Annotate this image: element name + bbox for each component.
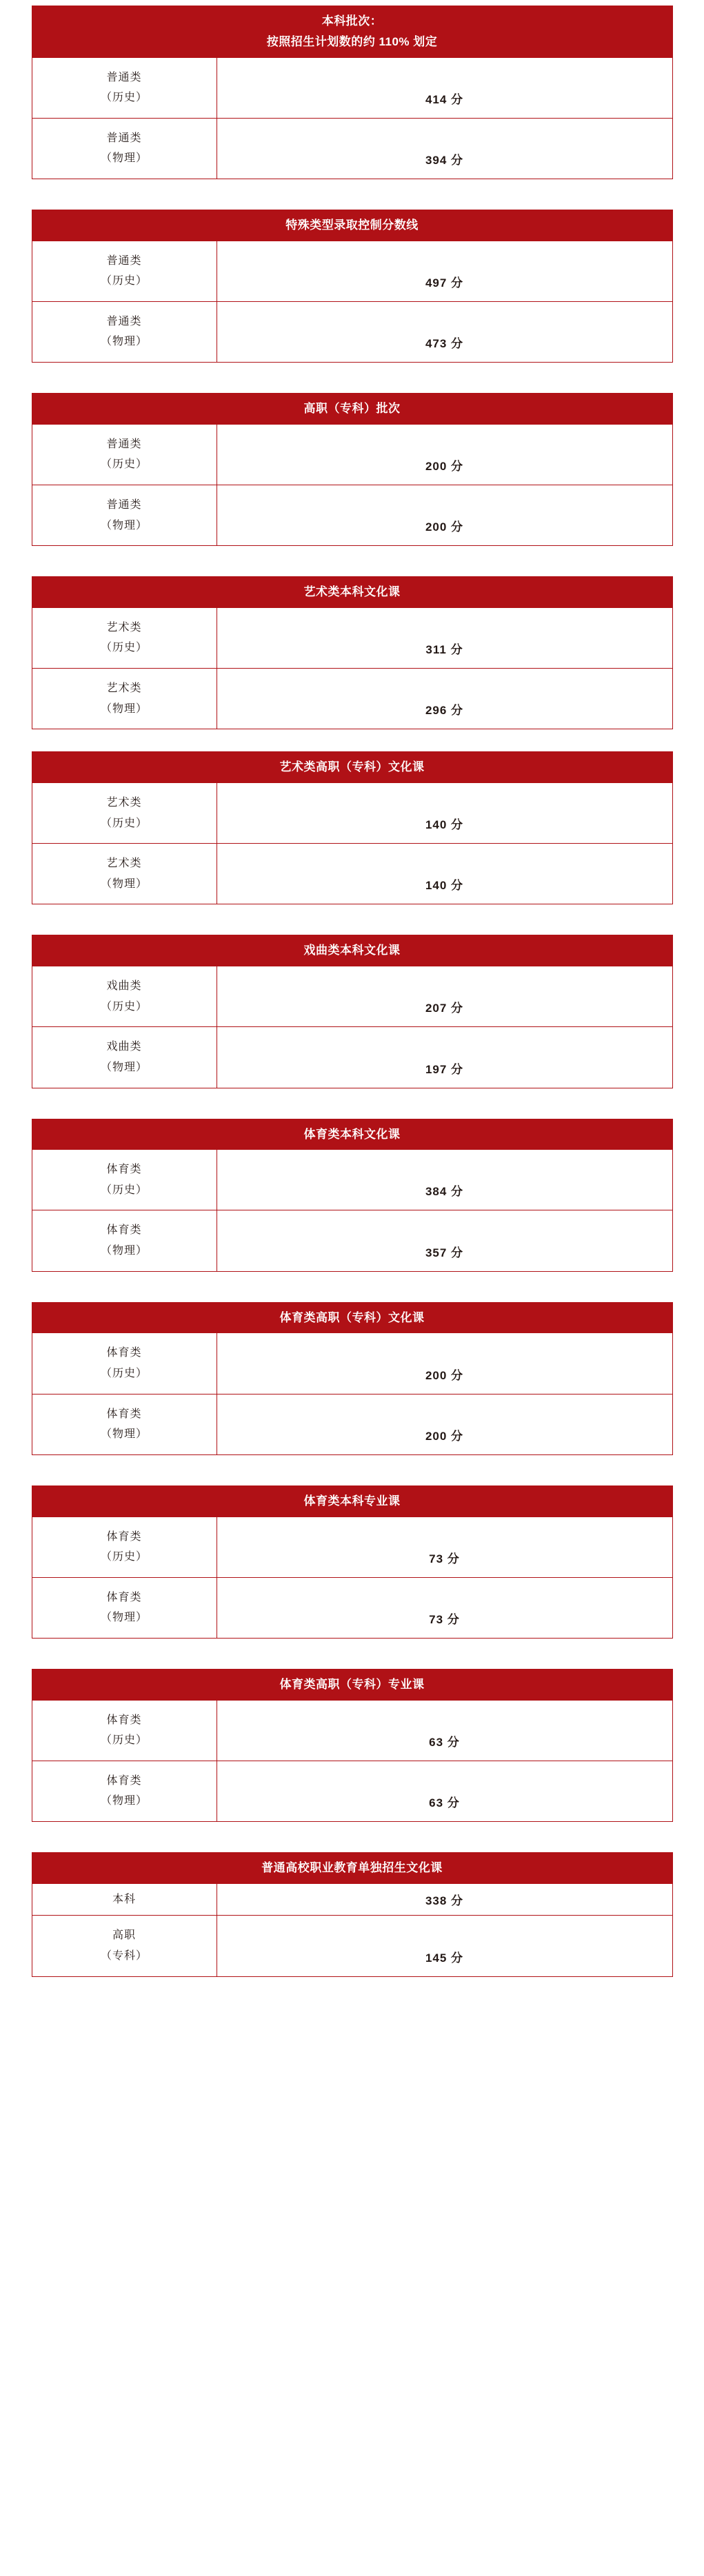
section-tiyu-gaozhi-wenhua bbox=[32, 1302, 673, 1455]
row-label-line1: 普通类 bbox=[106, 438, 142, 450]
row-value: 200 分 bbox=[425, 459, 464, 473]
row-value: 357 分 bbox=[425, 1246, 464, 1259]
table-row bbox=[32, 425, 672, 485]
row-label-line2: （物理） bbox=[100, 152, 148, 165]
section-rows bbox=[32, 783, 673, 904]
section-header bbox=[32, 210, 673, 241]
row-value: 200 分 bbox=[425, 1429, 464, 1443]
table-row bbox=[32, 1210, 672, 1270]
row-label-line1: 本科 bbox=[112, 1893, 136, 1905]
row-value: 73 分 bbox=[429, 1552, 460, 1565]
row-label-line1: 体育类 bbox=[106, 1164, 142, 1176]
row-label-line2: （历史） bbox=[100, 1184, 148, 1196]
row-label-line2: （物理） bbox=[100, 702, 148, 715]
table-row bbox=[32, 1915, 672, 1976]
row-value: 140 分 bbox=[425, 818, 464, 832]
section-yishu-benke-wenhua bbox=[32, 576, 673, 729]
row-label bbox=[32, 1210, 217, 1270]
table-row bbox=[32, 608, 672, 668]
table-row bbox=[32, 1333, 672, 1393]
row-label bbox=[32, 241, 217, 301]
row-label-line2: （专科） bbox=[100, 1949, 148, 1962]
row-value: 311 分 bbox=[425, 643, 463, 657]
table-row bbox=[32, 58, 672, 118]
row-label bbox=[32, 1517, 217, 1577]
row-label bbox=[32, 1333, 217, 1393]
section-header bbox=[32, 6, 673, 58]
row-label-line2: （物理） bbox=[100, 1061, 148, 1073]
table-row bbox=[32, 1026, 672, 1087]
section-header-line: 体育类高职（专科）专业课 bbox=[279, 1677, 425, 1691]
row-label-line1: 体育类 bbox=[106, 1347, 142, 1359]
row-label bbox=[32, 485, 217, 545]
section-benke-pici bbox=[32, 6, 673, 179]
section-header bbox=[32, 1485, 673, 1517]
section-rows bbox=[32, 1701, 673, 1822]
section-header bbox=[32, 751, 673, 783]
section-rows bbox=[32, 1884, 673, 1977]
row-label-line1: 高职 bbox=[112, 1929, 136, 1942]
row-label-line1: 戏曲类 bbox=[106, 980, 142, 993]
row-value: 296 分 bbox=[425, 704, 464, 718]
row-label-line1: 戏曲类 bbox=[106, 1041, 142, 1053]
section-header-line: 艺术类高职（专科）文化课 bbox=[279, 760, 425, 774]
section-header-line: 戏曲类本科文化课 bbox=[303, 944, 401, 957]
row-label-line1: 体育类 bbox=[106, 1530, 142, 1543]
row-label bbox=[32, 844, 217, 904]
table-row bbox=[32, 668, 672, 729]
row-value: 207 分 bbox=[425, 1002, 464, 1015]
section-header-line: 体育类高职（专科）文化课 bbox=[279, 1310, 425, 1324]
section-header bbox=[32, 1119, 673, 1150]
table-row bbox=[32, 241, 672, 301]
section-rows bbox=[32, 425, 673, 546]
row-label-line2: （历史） bbox=[100, 1734, 148, 1747]
section-rows bbox=[32, 966, 673, 1088]
row-label-line1: 体育类 bbox=[106, 1408, 142, 1420]
row-label-line2: （历史） bbox=[100, 1551, 148, 1563]
table-row bbox=[32, 1577, 672, 1638]
section-rows bbox=[32, 1333, 673, 1454]
row-label-line1: 体育类 bbox=[106, 1714, 142, 1726]
row-value: 73 分 bbox=[429, 1612, 460, 1626]
table-row bbox=[32, 118, 672, 179]
row-label-line2: （物理） bbox=[100, 878, 148, 890]
section-header bbox=[32, 1669, 673, 1701]
row-label-line2: （历史） bbox=[100, 1000, 148, 1013]
row-label-line1: 体育类 bbox=[106, 1591, 142, 1603]
table-row bbox=[32, 1394, 672, 1454]
row-label-line1: 体育类 bbox=[106, 1224, 142, 1237]
section-rows bbox=[32, 608, 673, 729]
section-header-line: 本科批次： bbox=[321, 14, 383, 28]
table-row bbox=[32, 301, 672, 362]
section-tiyu-gaozhi-zhuanye bbox=[32, 1669, 673, 1822]
table-row bbox=[32, 1884, 672, 1916]
row-label-line2: （历史） bbox=[100, 817, 148, 829]
row-label-line2: （历史） bbox=[100, 458, 148, 471]
row-label-line1: 艺术类 bbox=[106, 621, 142, 633]
row-label-line2: （物理） bbox=[100, 1795, 148, 1807]
row-label bbox=[32, 58, 217, 118]
section-header bbox=[32, 393, 673, 425]
table-row bbox=[32, 1761, 672, 1821]
row-label bbox=[32, 1761, 217, 1821]
table-row bbox=[32, 1150, 672, 1210]
row-label bbox=[32, 966, 217, 1026]
table-row bbox=[32, 1701, 672, 1761]
section-rows bbox=[32, 1517, 673, 1639]
row-label-line1: 体育类 bbox=[106, 1774, 142, 1787]
row-label bbox=[32, 119, 217, 179]
row-label bbox=[32, 1701, 217, 1761]
section-xiqu-benke-wenhua bbox=[32, 935, 673, 1088]
section-header-line: 体育类本科专业课 bbox=[303, 1494, 401, 1508]
section-header bbox=[32, 1302, 673, 1334]
row-value: 394 分 bbox=[425, 153, 464, 167]
row-value: 63 分 bbox=[429, 1796, 460, 1809]
section-header-line: 按照招生计划数的约 110% 划定 bbox=[266, 34, 438, 48]
row-label-line1: 普通类 bbox=[106, 132, 142, 144]
row-label bbox=[32, 783, 217, 843]
row-label-line1: 艺术类 bbox=[106, 858, 142, 870]
section-tiyu-benke-wenhua bbox=[32, 1119, 673, 1272]
section-tiyu-benke-zhuanye bbox=[32, 1485, 673, 1639]
section-yishu-gaozhi-wenhua bbox=[32, 751, 673, 904]
row-value: 473 分 bbox=[425, 337, 464, 350]
row-label-line2: （历史） bbox=[100, 1367, 148, 1379]
row-label-line1: 普通类 bbox=[106, 71, 142, 83]
row-label bbox=[32, 1395, 217, 1454]
row-label bbox=[32, 302, 217, 362]
section-header bbox=[32, 1852, 673, 1884]
row-label-line2: （物理） bbox=[100, 1428, 148, 1441]
row-label-line2: （物理） bbox=[100, 336, 148, 348]
row-value: 200 分 bbox=[425, 1368, 464, 1382]
row-label-line2: （历史） bbox=[100, 92, 148, 104]
row-label bbox=[32, 1884, 217, 1916]
row-label bbox=[32, 1027, 217, 1087]
row-value: 145 分 bbox=[425, 1951, 464, 1965]
row-value: 140 分 bbox=[425, 879, 464, 893]
row-value: 497 分 bbox=[425, 276, 464, 290]
row-value: 63 分 bbox=[429, 1735, 460, 1749]
row-label-line2: （历史） bbox=[100, 642, 148, 654]
section-header-line: 艺术类本科文化课 bbox=[303, 585, 401, 599]
row-label bbox=[32, 1578, 217, 1638]
section-rows bbox=[32, 1150, 673, 1271]
section-header-line: 特殊类型录取控制分数线 bbox=[285, 218, 419, 232]
row-label bbox=[32, 1916, 217, 1976]
row-label-line2: （物理） bbox=[100, 1245, 148, 1257]
table-row bbox=[32, 843, 672, 904]
row-label bbox=[32, 425, 217, 485]
table-row bbox=[32, 485, 672, 545]
section-header-line: 高职（专科）批次 bbox=[303, 402, 401, 415]
row-label bbox=[32, 1150, 217, 1210]
row-label-line1: 艺术类 bbox=[106, 797, 142, 809]
row-label-line1: 艺术类 bbox=[106, 682, 142, 695]
row-label bbox=[32, 669, 217, 729]
section-rows bbox=[32, 58, 673, 179]
section-gaozhi-pici bbox=[32, 393, 673, 546]
section-header-line: 体育类本科文化课 bbox=[303, 1127, 401, 1141]
row-label-line2: （历史） bbox=[100, 275, 148, 287]
section-header bbox=[32, 935, 673, 966]
row-label-line2: （物理） bbox=[100, 519, 148, 531]
section-teshu-leixing bbox=[32, 210, 673, 363]
section-rows bbox=[32, 241, 673, 363]
row-value: 414 分 bbox=[425, 92, 464, 106]
row-label-line1: 普通类 bbox=[106, 498, 142, 511]
row-label-line1: 普通类 bbox=[106, 315, 142, 327]
section-header bbox=[32, 576, 673, 608]
section-header-line: 普通高校职业教育单独招生文化课 bbox=[261, 1861, 443, 1874]
section-zhiye-jiaoyu-dandu-wenhua bbox=[32, 1852, 673, 1977]
row-value: 200 分 bbox=[425, 520, 464, 534]
row-value: 384 分 bbox=[425, 1185, 464, 1199]
row-value: 197 分 bbox=[425, 1062, 464, 1076]
row-label bbox=[32, 608, 217, 668]
table-row bbox=[32, 966, 672, 1026]
row-label-line2: （物理） bbox=[100, 1612, 148, 1624]
row-value: 338 分 bbox=[425, 1894, 464, 1908]
row-label-line1: 普通类 bbox=[106, 254, 142, 267]
table-row bbox=[32, 1517, 672, 1577]
table-row bbox=[32, 783, 672, 843]
